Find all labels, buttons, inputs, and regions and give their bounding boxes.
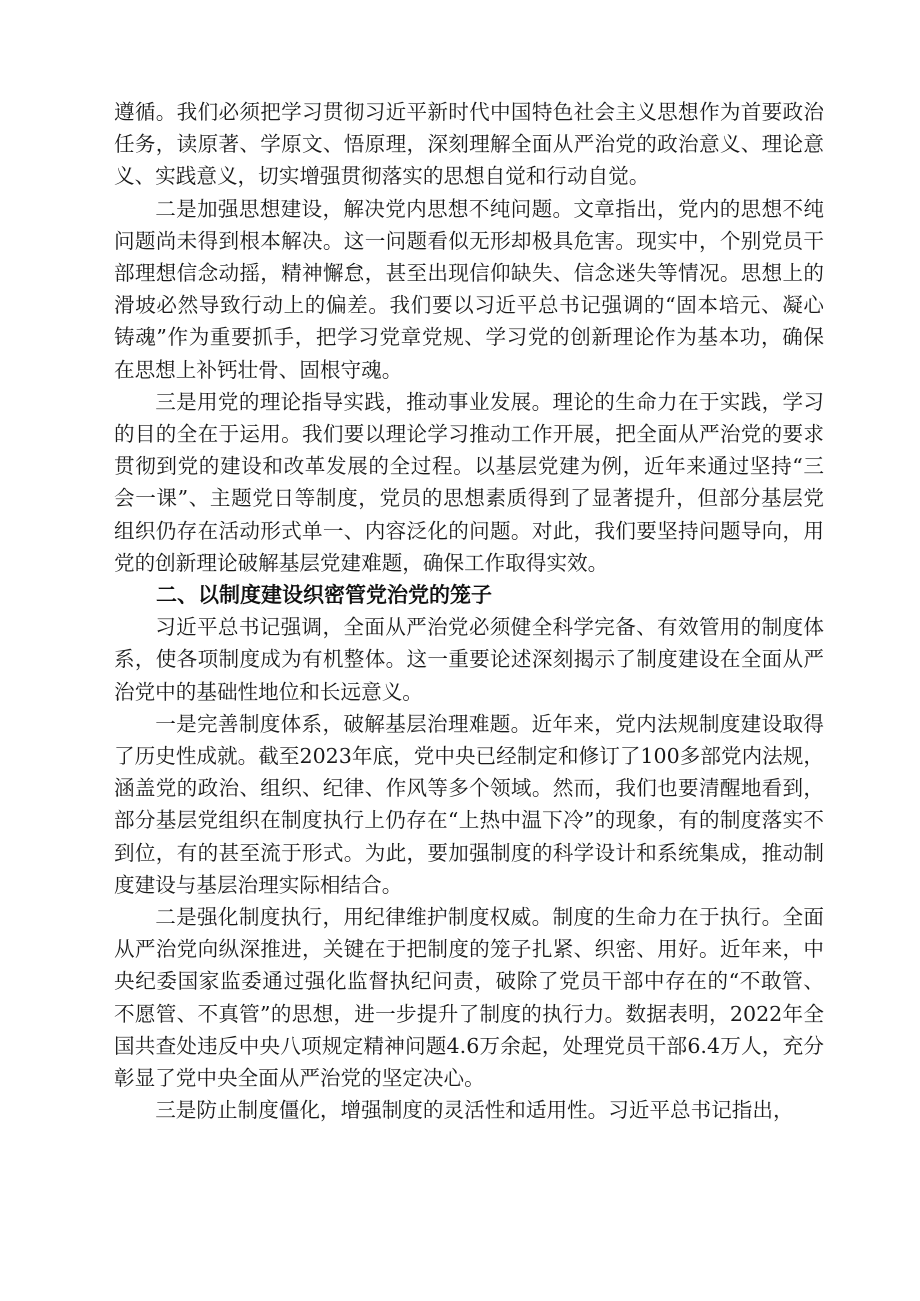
paragraph-ideological-building: 二是加强思想建设，解决党内思想不纯问题。文章指出，党内的思想不纯问题尚未得到根本解决。这一问题看似无形却极具危害。现实中，个别党员干部理想信念动摇，精神懈怠，甚至出现信仰缺失、信念迷失等情况。思想上的滑坡必然导致行动上的偏差。我们要以习近平总书记强调的“固本培元、凝心铸魂”作为重要抓手，把学习党章党规、学习党的创新理论作为基本功，确保在思想上补钙壮骨、固根守魂。 bbox=[114, 196, 824, 382]
paragraph-strengthen-execution: 二是强化制度执行，用纪律维护制度权威。制度的生命力在于执行。全面从严治党向纵深推进，关键在于把制度的笼子扎紧、织密、用好。近年来，中央纪委国家监委通过强化监督执纪问责，破除了党员干部中存在的“不敢管、不愿管、不真管”的思想，进一步提升了制度的执行力。数据表明，2022年全国共查处违反中央八项规定精神问题4.6万余起，处理党员干部6.4万人，充分彰显了党中央全面从严治党的坚定决心。 bbox=[114, 905, 824, 1091]
paragraph-theory-guides-practice: 三是用党的理论指导实践，推动事业发展。理论的生命力在于实践，学习的目的全在于运用。我们要以理论学习推动工作开展，把全面从严治党的要求贯彻到党的建设和改革发展的全过程。以基层党建为例，近年来通过坚持“三会一课”、主题党日等制度，党员的思想素质得到了显著提升，但部分基层党组织仍存在活动形式单一、内容泛化的问题。对此，我们要坚持问题导向，用党的创新理论破解基层党建难题，确保工作取得实效。 bbox=[114, 389, 824, 575]
document-body bbox=[114, 96, 824, 1127]
paragraph-prevent-rigidity: 三是防止制度僵化，增强制度的灵活性和适用性。习近平总书记指出， bbox=[155, 1098, 794, 1123]
section-heading: 二、以制度建设织密管党治党的笼子 bbox=[156, 583, 492, 608]
paragraph-institution-intro: 习近平总书记强调，全面从严治党必须健全科学完备、有效管用的制度体系，使各项制度成为有机整体。这一重要论述深刻揭示了制度建设在全面从严治党中的基础性地位和长远意义。 bbox=[114, 615, 824, 704]
paragraph-continuation: 遵循。我们必须把学习贯彻习近平新时代中国特色社会主义思想作为首要政治任务，读原著、学原文、悟原理，深刻理解全面从严治党的政治意义、理论意义、实践意义，切实增强贯彻落实的思想自觉和行动自觉。 bbox=[114, 100, 824, 189]
paragraph-improve-system: 一是完善制度体系，破解基层治理难题。近年来，党内法规制度建设取得了历史性成就。截至2023年底，党中央已经制定和修订了100多部党内法规，涵盖党的政治、组织、纪律、作风等多个领域。然而，我们也要清醒地看到，部分基层党组织在制度执行上仍存在“上热中温下冷”的现象，有的制度落实不到位，有的甚至流于形式。为此，要加强制度的科学设计和系统集成，推动制度建设与基层治理实际相结合。 bbox=[114, 711, 824, 897]
